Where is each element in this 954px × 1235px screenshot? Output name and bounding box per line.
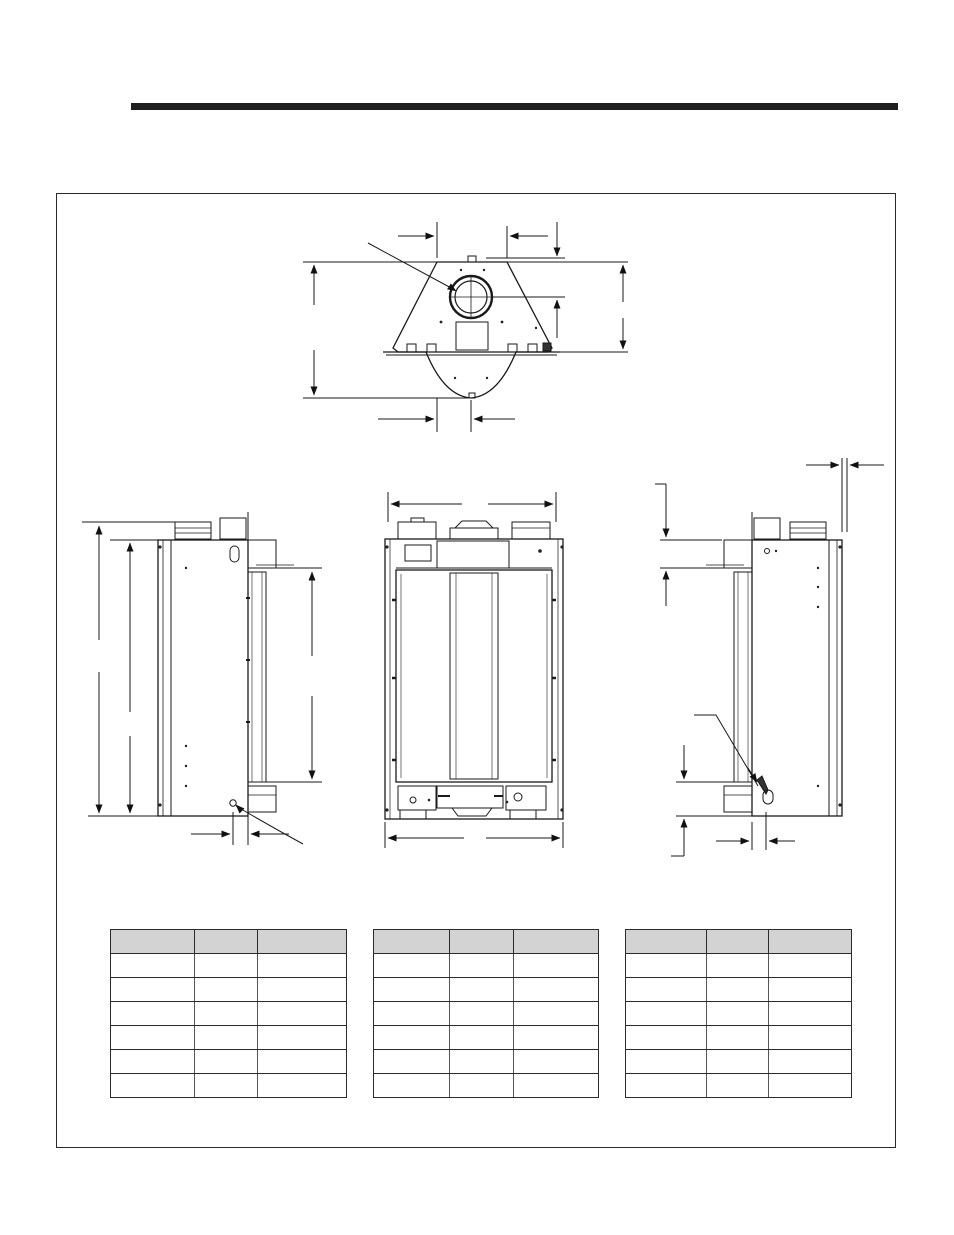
table-cell	[514, 978, 599, 1002]
table-header-row	[111, 930, 347, 954]
table-cell	[707, 1002, 769, 1026]
table-cell	[195, 1026, 258, 1050]
table-row	[111, 1050, 347, 1074]
table-cell	[111, 1074, 195, 1098]
table-cell	[626, 1026, 707, 1050]
table-cell	[374, 1026, 450, 1050]
table-cell	[450, 1050, 514, 1074]
table-row	[626, 978, 852, 1002]
table-cell	[111, 1026, 195, 1050]
table-header-row	[626, 930, 852, 954]
table-cell	[450, 978, 514, 1002]
table-cell	[374, 954, 450, 978]
table-cell	[514, 1002, 599, 1026]
table-row	[626, 1002, 852, 1026]
left-side-view	[82, 512, 322, 845]
table-row	[111, 1026, 347, 1050]
table-cell	[450, 1026, 514, 1050]
table-row	[374, 1026, 599, 1050]
table-cell	[769, 1026, 852, 1050]
table-cell	[374, 978, 450, 1002]
table-cell	[450, 1074, 514, 1098]
table-cell	[707, 1074, 769, 1098]
table-cell	[707, 954, 769, 978]
table-header-cell	[450, 930, 514, 954]
table-row	[374, 1050, 599, 1074]
table-cell	[769, 1002, 852, 1026]
dimension-table-3	[625, 929, 852, 1098]
table-cell	[626, 978, 707, 1002]
table-cell	[195, 978, 258, 1002]
table-cell	[707, 1026, 769, 1050]
table-row	[626, 1026, 852, 1050]
table-row	[626, 1074, 852, 1098]
table-row	[626, 1050, 852, 1074]
table-cell	[626, 1050, 707, 1074]
table-cell	[111, 978, 195, 1002]
table-cell	[769, 1050, 852, 1074]
table-cell	[450, 1002, 514, 1026]
table-cell	[195, 954, 258, 978]
table-cell	[195, 1074, 258, 1098]
table-cell	[195, 1002, 258, 1026]
table-header-cell	[626, 930, 707, 954]
table-cell	[111, 1002, 195, 1026]
table-header-cell	[769, 930, 852, 954]
table-cell	[258, 954, 347, 978]
table-row	[374, 1002, 599, 1026]
table-row	[111, 1074, 347, 1098]
table-cell	[514, 954, 599, 978]
table-cell	[769, 1074, 852, 1098]
table-header-cell	[707, 930, 769, 954]
table-row	[111, 978, 347, 1002]
table-cell	[514, 1026, 599, 1050]
table-cell	[514, 1050, 599, 1074]
table-cell	[258, 1050, 347, 1074]
table-header-cell	[258, 930, 347, 954]
table-cell	[626, 954, 707, 978]
table-cell	[769, 978, 852, 1002]
dimension-table-2	[373, 929, 599, 1098]
top-view	[303, 222, 628, 432]
table-cell	[374, 1050, 450, 1074]
table-header-cell	[374, 930, 450, 954]
table-header-cell	[514, 930, 599, 954]
table-cell	[258, 1074, 347, 1098]
table-cell	[111, 954, 195, 978]
table-cell	[707, 978, 769, 1002]
table-cell	[769, 954, 852, 978]
table-header-row	[374, 930, 599, 954]
table-cell	[195, 1050, 258, 1074]
table-cell	[258, 1002, 347, 1026]
table-cell	[626, 1002, 707, 1026]
table-row	[626, 954, 852, 978]
dimension-table-1	[110, 929, 347, 1098]
table-cell	[514, 1074, 599, 1098]
table-cell	[374, 1074, 450, 1098]
table-cell	[450, 954, 514, 978]
table-row	[374, 978, 599, 1002]
right-side-view	[655, 458, 884, 856]
table-header-cell	[111, 930, 195, 954]
table-cell	[374, 1002, 450, 1026]
table-row	[111, 1002, 347, 1026]
table-header-cell	[195, 930, 258, 954]
table-cell	[258, 1026, 347, 1050]
table-row	[374, 1074, 599, 1098]
table-cell	[111, 1050, 195, 1074]
table-cell	[626, 1074, 707, 1098]
table-row	[111, 954, 347, 978]
front-view	[385, 492, 564, 848]
table-row	[374, 954, 599, 978]
table-cell	[707, 1050, 769, 1074]
table-cell	[258, 978, 347, 1002]
